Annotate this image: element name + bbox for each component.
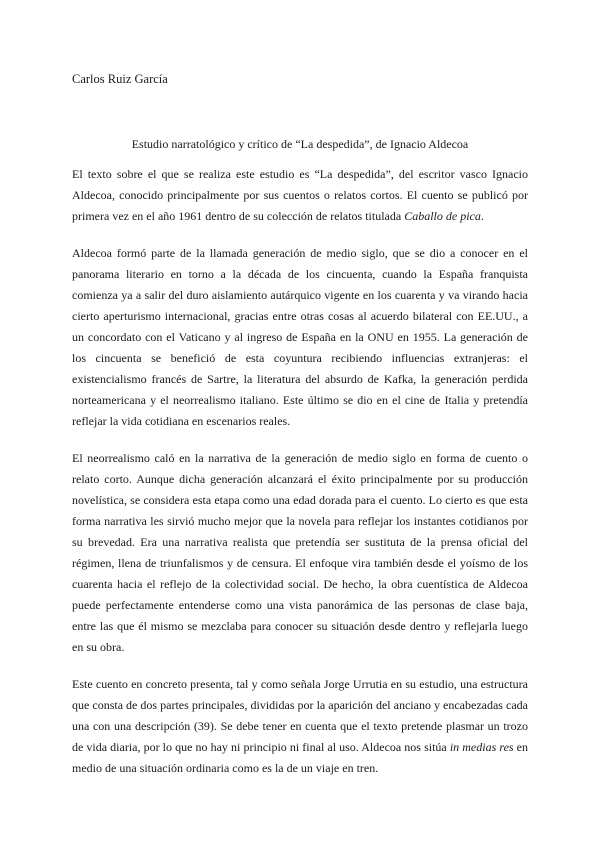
paragraph-text: Este cuento en concreto presenta, tal y como señala Jorge Urrutia en su estudio, una estructura que consta de dos partes principales, divididas por la aparición del anciano y encabezadas cada una con una descripción (39). Se debe tener en cuenta que el texto pretende plasmar un trozo de vida diaria, por lo que no hay ni principio ni final al uso. Aldecoa nos sitúa xyxy=(72,677,528,754)
paragraph-text: en medio de una situación ordinaria como es la de un viaje en tren. xyxy=(72,740,529,775)
paragraph-1 xyxy=(72,164,528,227)
paragraph-text: Aldecoa formó parte de la llamada generación de medio siglo, que se dio a conocer en el panorama literario en torno a la década de los cincuenta, cuando la España franquista comienza ya a salir del duro aislamiento autárquico vigente en los cuarenta y va virando hacia cierto aperturismo internacional, gracias entre otras cosas al acuerdo bilateral con EE.UU., a un concordato con el Vaticano y al ingreso de España en la ONU en 1955. La generación de los cincuenta se benefició de esta coyuntura recibiendo influencias extranjeras: el existencialismo francés de Sartre, la literatura del absurdo de Kafka, la generación perdida norteamericana y el neorrealismo italiano. Este último se dio en el cine de Italia y pretendía reflejar la vida cotidiana en escenarios reales. xyxy=(72,246,528,428)
italic-phrase: in medias res xyxy=(449,740,514,754)
author-name: Carlos Ruiz García xyxy=(72,72,168,86)
document-body xyxy=(72,164,528,795)
paragraph-4 xyxy=(72,674,528,779)
paragraph-3 xyxy=(72,448,528,658)
italic-title: Caballo de pica xyxy=(404,209,481,223)
document-title: Estudio narratológico y crítico de “La despedida”, de Ignacio Aldecoa xyxy=(131,137,469,151)
paragraph-text: El texto sobre el que se realiza este estudio es “La despedida”, del escritor vasco Ignacio Aldecoa, conocido principalmente por sus cuentos o relatos cortos. El cuento se publicó por primera vez en el año 1961 dentro de su colección de relatos titulada xyxy=(72,167,528,223)
paragraph-text: El neorrealismo caló en la narrativa de la generación de medio siglo en forma de cuento o relato corto. Aunque dicha generación alcanzará el éxito principalmente por su producción novelística, se considera esta etapa como una edad dorada para el cuento. Lo cierto es que esta forma narrativa les sirvió mucho mejor que la novela para reflejar los instantes cotidianos por su brevedad. Era una narrativa realista que pretendía ser sustituta de la prensa oficial del régimen, llena de triunfalismos y de censura. El enfoque vira también desde el yoísmo de los cuarenta hacia el reflejo de la colectividad social. De hecho, la obra cuentística de Aldecoa puede perfectamente entenderse como una vista panorámica de las personas de clase baja, entre las que él mismo se mezclaba para conocer su situación desde dentro y reflejarla luego en su obra. xyxy=(72,451,528,654)
paragraph-text: . xyxy=(480,209,484,223)
paragraph-2 xyxy=(72,243,528,432)
